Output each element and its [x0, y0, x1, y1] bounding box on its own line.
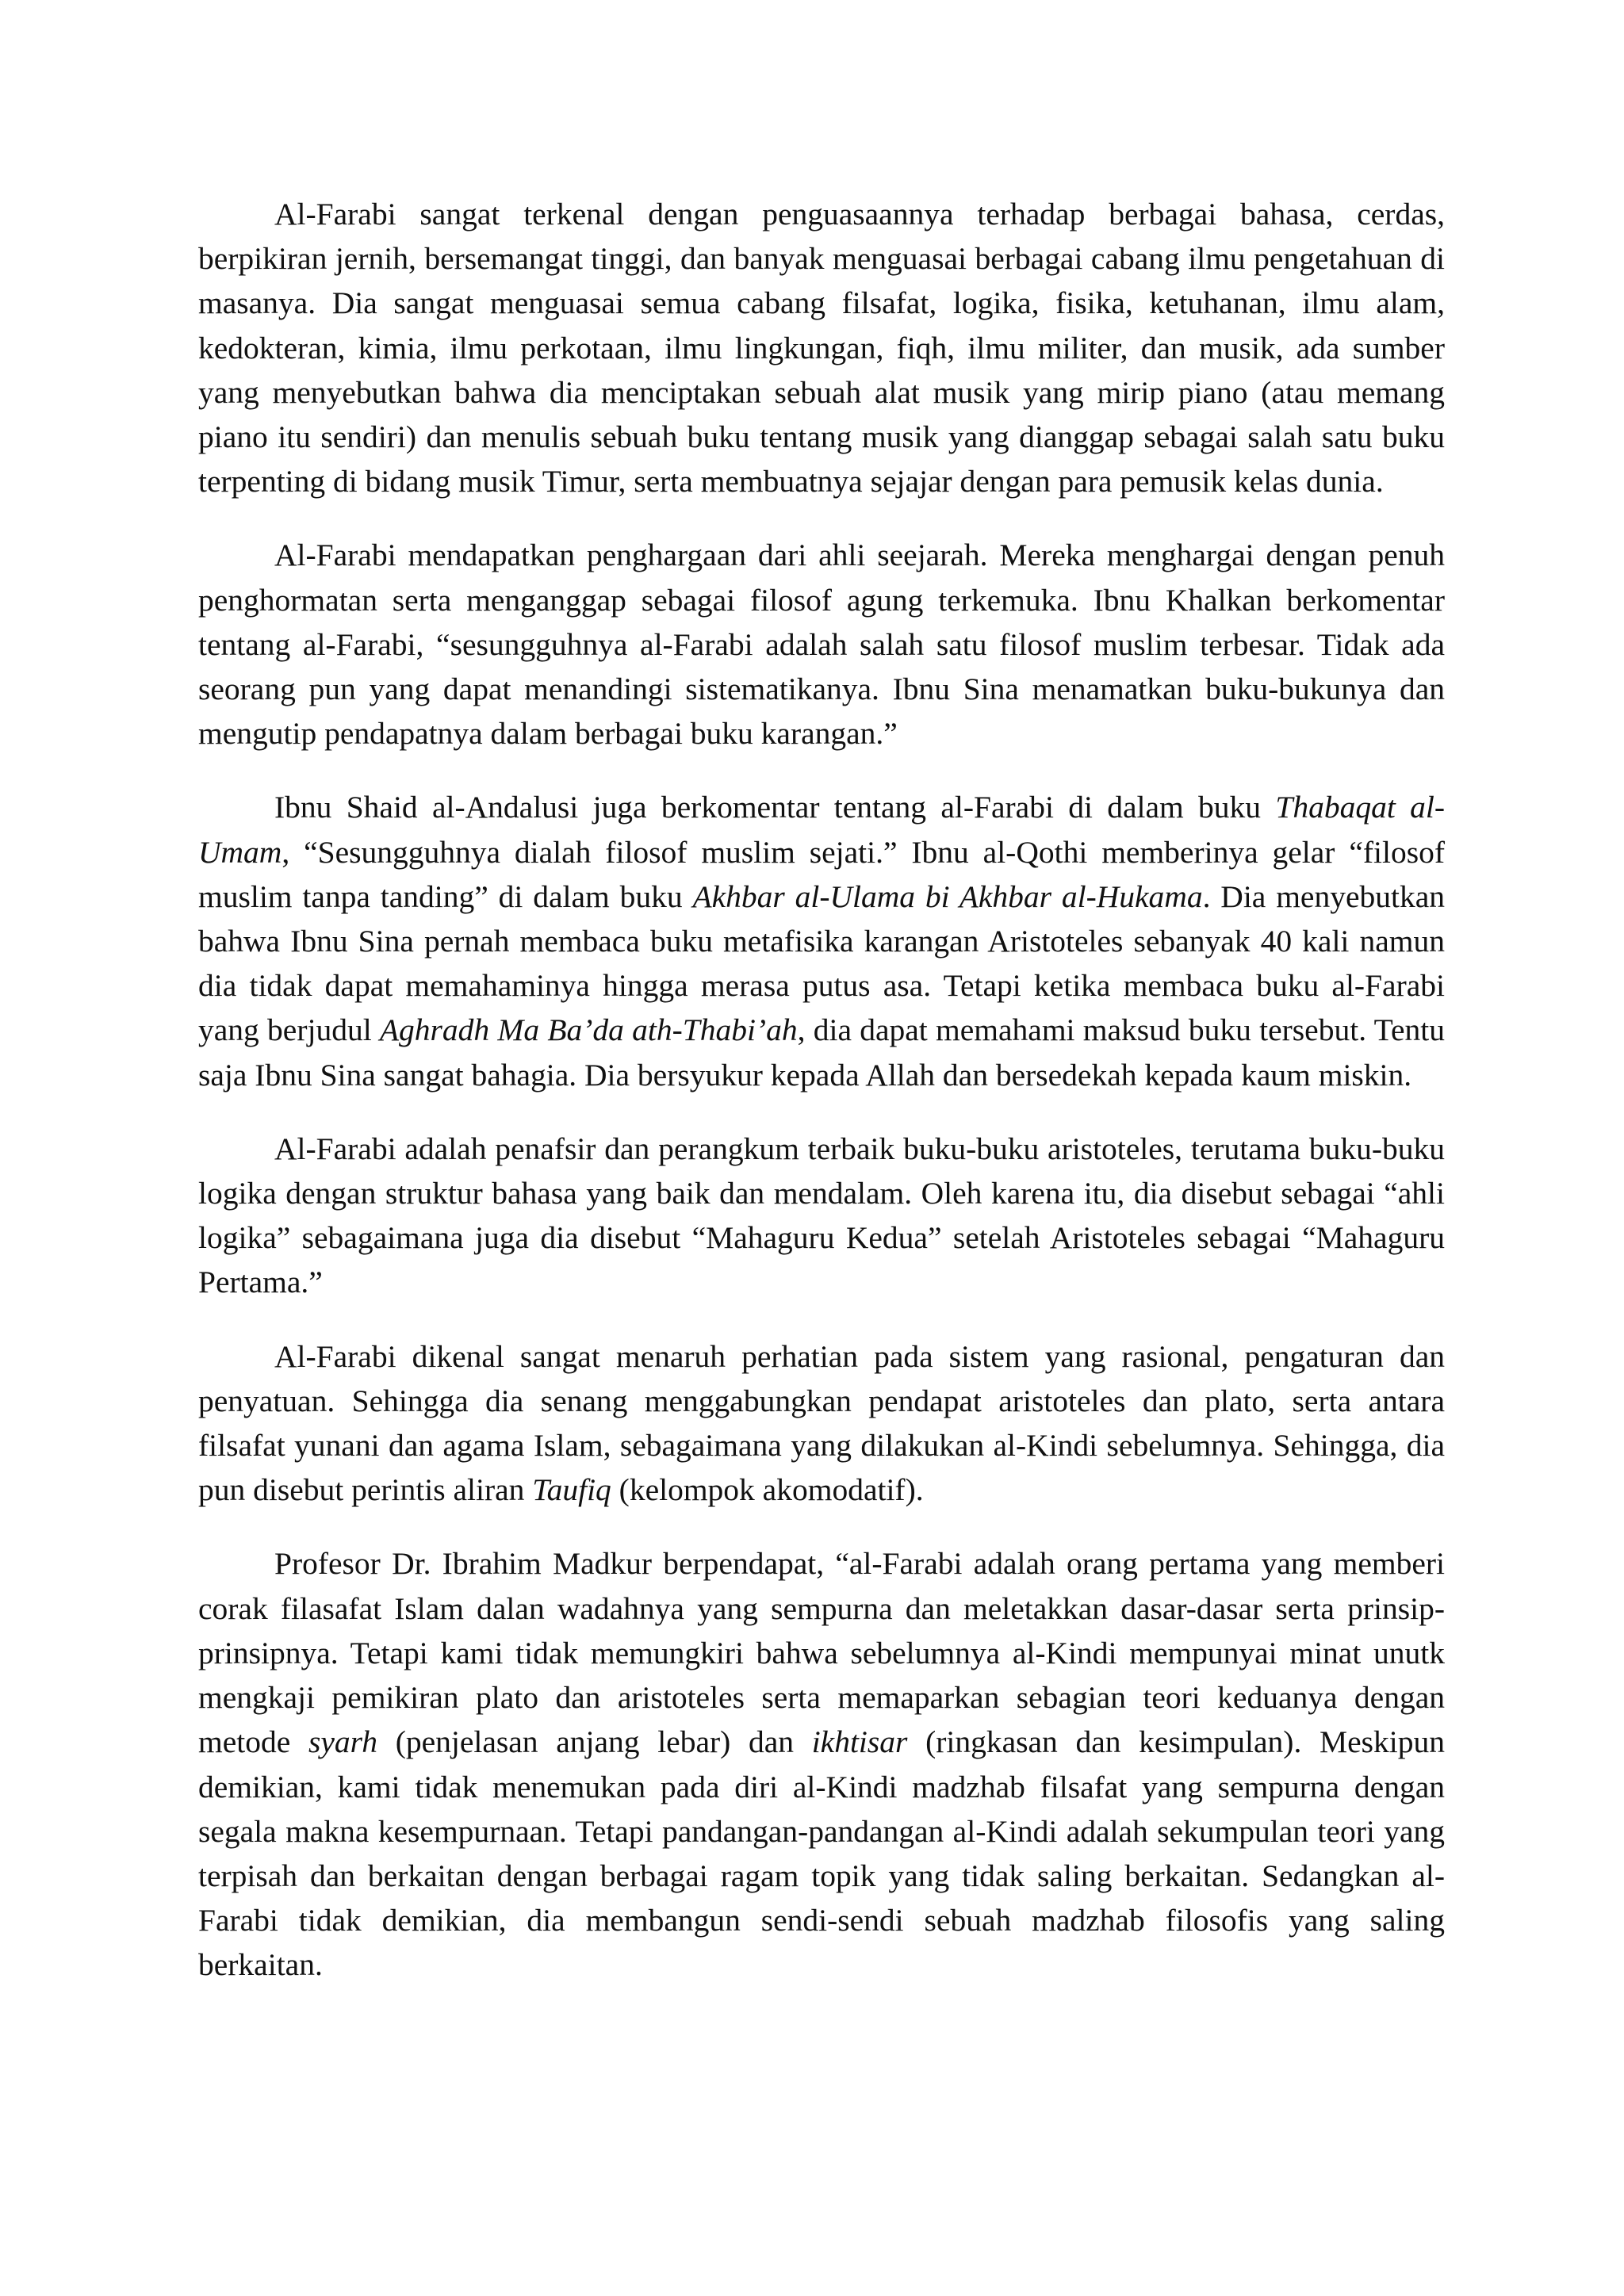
paragraph	[198, 533, 1445, 756]
text-segment: Profesor Dr. Ibrahim Madkur berpendapat, “al-Farabi adalah orang pertama yang memberi corak filasafat Islam dalan wadahnya yang sempurna dan meletakkan dasar-dasar serta prinsip-prinsipnya. Tetapi kami tidak memungkiri bahwa sebelumnya al-Kindi mempunyai minat unutk mengkaji pemikiran plato dan aristoteles serta memaparkan sebagian teori keduanya dengan metode	[198, 1546, 1445, 1760]
paragraph	[198, 1334, 1445, 1513]
term-italic: ikhtisar	[811, 1724, 908, 1760]
paragraph	[198, 1541, 1445, 1987]
document-page	[198, 192, 1445, 2017]
paragraph	[198, 1127, 1445, 1305]
text-segment: Al-Farabi adalah penafsir dan perangkum terbaik buku-buku aristoteles, terutama buku-buku logika dengan struktur bahasa yang baik dan mendalam. Oleh karena itu, dia disebut sebagai “ahli logika” sebagaimana juga dia disebut “Mahaguru Kedua” setelah Aristoteles sebagai “Mahaguru Pertama.”	[198, 1131, 1445, 1300]
text-segment: . Dia menyebutkan bahwa Ibnu Sina pernah membaca buku metafisika karangan Aristoteles sebanyak 40 kali namun dia tidak dapat memahaminya hingga merasa putus asa. Tetapi ketika membaca buku al-Farabi yang berjudul	[198, 878, 1445, 1048]
text-segment: Al-Farabi sangat terkenal dengan penguasaannya terhadap berbagai bahasa, cerdas, berpikiran jernih, bersemangat tinggi, dan banyak menguasai berbagai cabang ilmu pengetahuan di masanya. Dia sangat menguasai semua cabang filsafat, logika, fisika, ketuhanan, ilmu alam, kedokteran, kimia, ilmu perkotaan, ilmu lingkungan, fiqh, ilmu militer, dan musik, ada sumber yang menyebutkan bahwa dia menciptakan sebuah alat musik yang mirip piano (atau memang piano itu sendiri) dan menulis sebuah buku tentang musik yang dianggap sebagai salah satu buku terpenting di bidang musik Timur, serta membuatnya sejajar dengan para pemusik kelas dunia.	[198, 197, 1445, 499]
text-segment: , “Sesungguhnya dialah filosof muslim sejati.” Ibnu al-Qothi memberinya gelar “filosof muslim tanpa tanding” di dalam buku	[198, 834, 1445, 914]
paragraph	[198, 192, 1445, 503]
text-segment: Al-Farabi dikenal sangat menaruh perhatian pada sistem yang rasional, pengaturan dan penyatuan. Sehingga dia senang menggabungkan pendapat aristoteles dan plato, serta antara filsafat yunani dan agama Islam, sebagaimana yang dilakukan al-Kindi sebelumnya. Sehingga, dia pun disebut perintis aliran	[198, 1338, 1445, 1508]
term-italic: Taufiq	[532, 1472, 611, 1508]
text-segment: (kelompok akomodatif).	[611, 1472, 924, 1508]
book-title-italic: Akhbar al-Ulama bi Akhbar al-Hukama	[692, 878, 1203, 914]
paragraph	[198, 785, 1445, 1096]
text-segment: (ringkasan dan kesimpulan). Meskipun demikian, kami tidak menemukan pada diri al-Kindi madzhab filsafat yang sempurna dengan segala makna kesempurnaan. Tetapi pandangan-pandangan al-Kindi adalah sekumpulan teori yang terpisah dan berkaitan dengan berbagai ragam topik yang tidak saling berkaitan. Sedangkan al-Farabi tidak demikian, dia membangun sendi-sendi sebuah madzhab filosofis yang saling berkaitan.	[198, 1724, 1445, 1983]
book-title-italic: Aghradh Ma Ba’da ath-Thabi’ah	[379, 1012, 798, 1048]
text-segment: (penjelasan anjang lebar) dan	[377, 1724, 812, 1760]
text-segment: Ibnu Shaid al-Andalusi juga berkomentar tentang al-Farabi di dalam buku	[274, 790, 1276, 825]
book-title-italic: Thabaqat al-Umam	[198, 790, 1445, 870]
text-segment: , dia dapat memahami maksud buku tersebut. Tentu saja Ibnu Sina sangat bahagia. Dia bersyukur kepada Allah dan bersedekah kepada kaum miskin.	[198, 1012, 1445, 1093]
text-segment: Al-Farabi mendapatkan penghargaan dari ahli seejarah. Mereka menghargai dengan penuh penghormatan serta menganggap sebagai filosof agung terkemuka. Ibnu Khalkan berkomentar tentang al-Farabi, “sesungguhnya al-Farabi adalah salah satu filosof muslim terbesar. Tidak ada seorang pun yang dapat menandingi sistematikanya. Ibnu Sina menamatkan buku-bukunya dan mengutip pendapatnya dalam berbagai buku karangan.”	[198, 538, 1445, 752]
term-italic: syarh	[308, 1724, 378, 1760]
